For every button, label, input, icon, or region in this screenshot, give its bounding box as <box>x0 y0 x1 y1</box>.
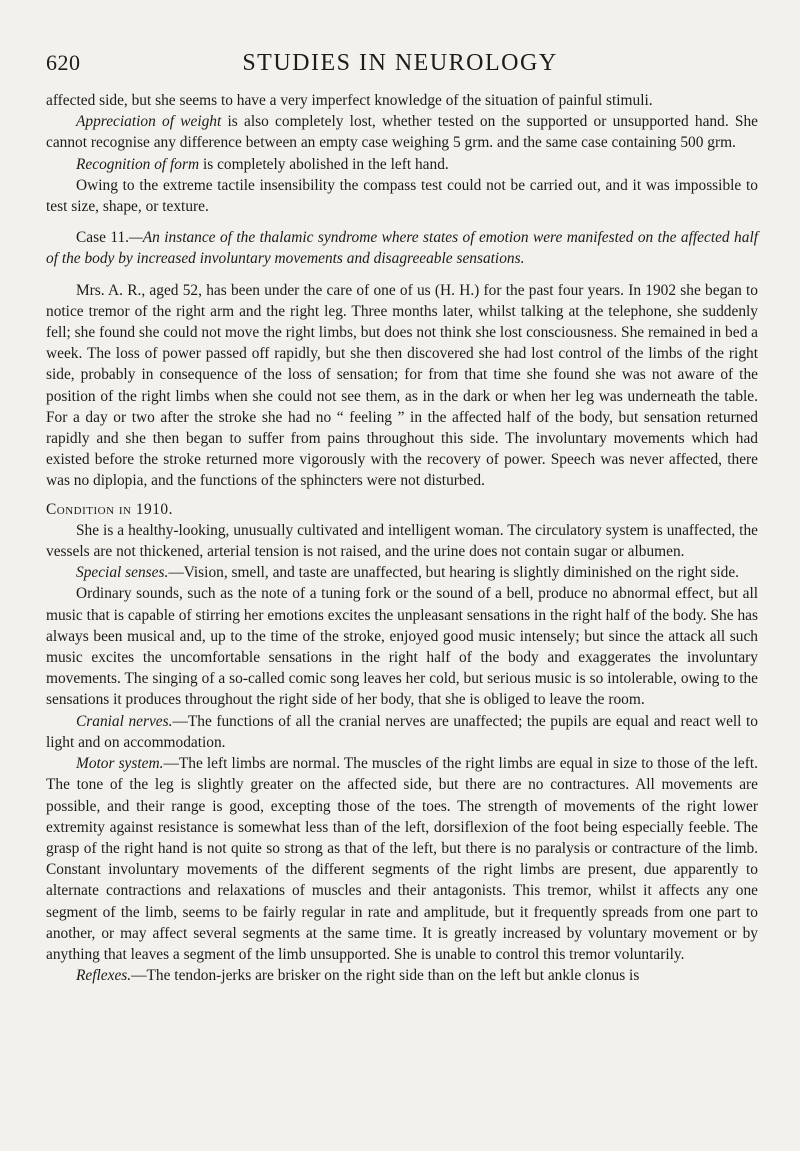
body-text <box>46 90 758 986</box>
page-header <box>36 44 764 78</box>
paragraph: Special senses.—Vision, smell, and taste are unaffected, but hearing is slightly diminished on the right side. <box>76 564 740 582</box>
run-in-heading: Reflexes. <box>76 967 132 985</box>
run-in-heading: Special senses. <box>76 564 169 582</box>
running-title: STUDIES IN NEUROLOGY <box>242 50 558 76</box>
run-in-heading: Motor system. <box>76 755 164 773</box>
section-heading: Condition in 1910. <box>46 500 173 518</box>
paragraph: Ordinary sounds, such as the note of a tuning fork or the sound of a bell, produce no abnormal effect, but all music that is capable of stirring her emotions excites the unpleasant sensations in the right half of the body. She has always been musical and, up to the time of the stroke, enjoyed good music intensely; but since the attack all such music excites the uncomfortable sensations in the right half of the body and exaggerates the involuntary movements. The singing of a so-called comic song leaves her cold, but serious music is so intolerable, owing to the sensations it produces throughout the right side of her body, that she is obliged to leave the room. <box>46 585 758 709</box>
run-in-heading: Appreciation of weight <box>76 113 222 131</box>
paragraph: Mrs. A. R., aged 52, has been under the care of one of us (H. H.) for the past four years. In 1902 she began to notice tremor of the right arm and the right leg. Three months later, whilst talking at the telephone, she suddenly fell; she found she could not move the right limbs, but does not think she lost consciousness. She remained in bed a week. The loss of power passed off rapidly, but she then discovered she had lost control of the limbs of the right side, probably in consequence of the loss of sensation; for from that time she found she was not aware of the position of the right limbs when she could not see them, as in the dark or when her leg was underneath the table. For a day or two after the stroke she had no “ feeling ” in the affected half of the body, but sensation returned rapidly and she then began to suffer from pains throughout this side. The involuntary movements which had existed before the stroke returned more vigorously with the recovery of power. Speech was never affected, there was no diplopia, and the functions of the sphincters were not disturbed. <box>46 281 758 490</box>
paragraph: Owing to the extreme tactile insensibility the compass test could not be carried out, and it was impossible to test size, shape, or texture. <box>46 176 758 216</box>
run-in-heading: Cranial nerves. <box>76 712 173 730</box>
paragraph: She is a healthy-looking, unusually cultivated and intelligent woman. The circulatory system is unaffected, the vessels are not thickened, arterial tension is not raised, and the urine does not contain sugar or albumen. <box>46 521 758 561</box>
paragraph: Appreciation of weight is also completely lost, whether tested on the supported or unsupported hand. She cannot recognise any difference between an empty case weighing 5 grm. and the same case containing 500 grm. <box>46 113 758 152</box>
paragraph: Cranial nerves.—The functions of all the cranial nerves are unaffected; the pupils are equal and react well to light and on accommodation. <box>46 712 758 751</box>
paragraph: Recognition of form is completely abolished in the left hand. <box>76 155 449 173</box>
paragraph: affected side, but she seems to have a very imperfect knowledge of the situation of painful stimuli. <box>46 92 653 109</box>
page-number: 620 <box>46 50 81 75</box>
run-in-heading: Recognition of form <box>76 155 200 173</box>
paragraph: Motor system.—The left limbs are normal. The muscles of the right limbs are equal in size to those of the left. The tone of the leg is slightly greater on the affected side, but there are no contractures. All movements are possible, and their range is good, excepting those of the toes. The strength of movements of the right lower extremity against resistance is somewhat less than of the left, dorsiflexion of the foot being especially feeble. The grasp of the right hand is not quite so strong as that of the left, but there is no paralysis or contracture of the limb. Constant involuntary movements of the different segments of the right limbs are present, due apparently to alternate contractions and relaxations of muscles and their antagonists. This tremor, whilst it affects any one segment of the limb, seems to be fairly regular in rate and amplitude, but it frequently spreads from one part to another, or may affect several segments at the same time. It is greatly increased by voluntary movement or by anything that leaves a segment of the limb unsupported. She is unable to control this tremor voluntarily. <box>46 755 758 963</box>
case-heading: Case 11.—An instance of the thalamic syndrome where states of emotion were manifested on the affected half of the body by increased involuntary movements and disagreeable sensations. <box>46 229 758 268</box>
paragraph: Reflexes.—The tendon-jerks are brisker on the right side than on the left but ankle clonus is <box>76 967 640 985</box>
